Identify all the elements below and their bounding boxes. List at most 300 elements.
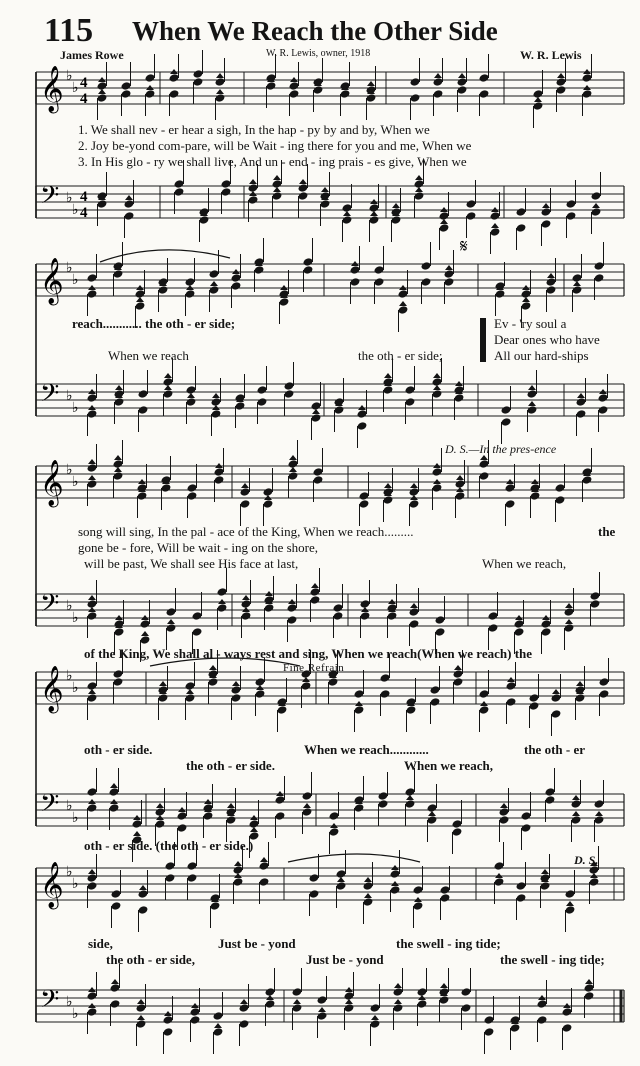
note-head bbox=[213, 1027, 224, 1037]
shape-note-head bbox=[187, 393, 195, 398]
note-head bbox=[380, 689, 391, 699]
shape-note-head bbox=[367, 81, 375, 86]
shape-note-head bbox=[111, 979, 119, 984]
shape-note-head bbox=[410, 483, 418, 488]
note-head bbox=[217, 587, 228, 597]
note-head bbox=[479, 471, 490, 481]
note-head bbox=[289, 81, 300, 91]
shape-note-head bbox=[445, 265, 453, 270]
flat-icon: ♭ bbox=[66, 864, 73, 880]
note-head bbox=[87, 463, 98, 473]
note-head bbox=[516, 223, 527, 233]
note-head bbox=[215, 77, 226, 87]
shape-note-head bbox=[321, 187, 329, 192]
note-head bbox=[494, 861, 505, 871]
note-head bbox=[380, 673, 391, 683]
note-head bbox=[266, 81, 277, 91]
note-head bbox=[135, 301, 146, 311]
note-head bbox=[566, 199, 577, 209]
shape-note-head bbox=[345, 999, 353, 1004]
note-head bbox=[192, 611, 203, 621]
slur bbox=[100, 250, 230, 262]
note-head bbox=[155, 819, 166, 829]
time-signature: 4 bbox=[80, 91, 88, 107]
lower-lyrics: of the King, We shall al - ways rest and sing, When we reach(When we reach) the bbox=[84, 646, 533, 661]
note-head bbox=[378, 791, 389, 801]
flat-icon: ♭ bbox=[66, 68, 73, 84]
shape-note-head bbox=[98, 89, 106, 94]
note-head bbox=[370, 1019, 381, 1029]
note-head bbox=[546, 277, 557, 287]
note-head bbox=[453, 677, 464, 687]
note-head bbox=[158, 285, 169, 295]
note-head bbox=[313, 467, 324, 477]
note-head bbox=[409, 619, 420, 629]
shape-note-head bbox=[500, 803, 508, 808]
shape-note-head bbox=[210, 281, 218, 286]
note-head bbox=[210, 901, 221, 911]
verse-3-line: will be past, We shall see His face at last, bbox=[84, 556, 299, 571]
shape-note-head bbox=[433, 373, 441, 378]
note-head bbox=[417, 999, 428, 1009]
note-head bbox=[240, 487, 251, 497]
shape-note-head bbox=[343, 211, 351, 216]
flat-icon: ♭ bbox=[72, 80, 79, 96]
note-head bbox=[174, 179, 185, 189]
note-head bbox=[452, 819, 463, 829]
note-head bbox=[203, 811, 214, 821]
note-head bbox=[187, 491, 198, 501]
shape-note-head bbox=[364, 877, 372, 882]
verse-1-continuation: Ev - 'ry soul a bbox=[494, 316, 567, 331]
note-head bbox=[233, 877, 244, 887]
note-head bbox=[551, 709, 562, 719]
note-head bbox=[87, 991, 98, 1001]
note-head bbox=[138, 889, 149, 899]
note-head bbox=[354, 803, 365, 813]
note-head bbox=[287, 603, 298, 613]
note-head bbox=[594, 261, 605, 271]
note-head bbox=[263, 499, 274, 509]
note-head bbox=[598, 405, 609, 415]
note-head bbox=[241, 611, 252, 621]
note-head bbox=[309, 873, 320, 883]
shape-note-head bbox=[566, 901, 574, 906]
shape-note-head bbox=[114, 467, 122, 472]
treble-clef-icon: 𝄞 bbox=[40, 460, 64, 506]
flat-icon: ♭ bbox=[66, 190, 73, 206]
refrain-end-1c: the swell - ing tide; bbox=[396, 936, 501, 951]
note-head bbox=[87, 273, 98, 283]
verse-3-lyrics: 3. In His glo - ry we shall live, And un - end - ing prais - es give, When we bbox=[78, 154, 467, 169]
refrain-end-2a: the oth - er side, bbox=[106, 952, 195, 967]
note-head bbox=[264, 603, 275, 613]
note-head bbox=[490, 211, 501, 221]
note-head bbox=[277, 705, 288, 715]
refrain-lower-lyrics: oth - er side. (the oth - er side.) bbox=[84, 838, 254, 853]
note-head bbox=[239, 1003, 250, 1013]
note-head bbox=[374, 265, 385, 275]
shape-note-head bbox=[249, 179, 257, 184]
note-head bbox=[584, 991, 595, 1001]
note-head bbox=[255, 689, 266, 699]
shape-note-head bbox=[88, 459, 96, 464]
note-head bbox=[599, 689, 610, 699]
shape-note-head bbox=[528, 401, 536, 406]
note-head bbox=[387, 611, 398, 621]
note-head bbox=[231, 273, 242, 283]
note-head bbox=[555, 495, 566, 505]
bass-lyrics-b: the oth - er side; bbox=[358, 348, 443, 363]
shape-note-head bbox=[406, 795, 414, 800]
shape-note-head bbox=[433, 385, 441, 390]
note-head bbox=[405, 385, 416, 395]
note-head bbox=[591, 207, 602, 217]
note-head bbox=[576, 397, 587, 407]
note-head bbox=[545, 787, 556, 797]
flat-icon: ♭ bbox=[72, 610, 79, 626]
note-head bbox=[350, 265, 361, 275]
note-head bbox=[354, 705, 365, 715]
note-head bbox=[87, 479, 98, 489]
note-head bbox=[303, 257, 314, 267]
shape-note-head bbox=[552, 689, 560, 694]
flat-icon: ♭ bbox=[72, 876, 79, 892]
note-head bbox=[317, 995, 328, 1005]
note-head bbox=[209, 269, 220, 279]
note-head bbox=[556, 85, 567, 95]
note-head bbox=[199, 215, 210, 225]
note-head bbox=[359, 491, 370, 501]
treble-clef-icon: 𝄞 bbox=[40, 66, 64, 112]
note-head bbox=[506, 681, 517, 691]
note-head bbox=[357, 409, 368, 419]
note-head bbox=[435, 627, 446, 637]
note-head bbox=[275, 795, 286, 805]
note-head bbox=[505, 499, 516, 509]
note-head bbox=[257, 397, 268, 407]
note-head bbox=[571, 799, 582, 809]
note-head bbox=[213, 1011, 224, 1021]
bass-clef-icon: 𝄢 bbox=[40, 181, 60, 216]
note-head bbox=[279, 297, 290, 307]
note-head bbox=[340, 89, 351, 99]
note-head bbox=[562, 1007, 573, 1017]
shape-note-head bbox=[528, 385, 536, 390]
hymn-title: When We Reach the Other Side bbox=[132, 16, 498, 46]
note-head bbox=[97, 93, 108, 103]
shape-note-head bbox=[241, 483, 249, 488]
note-head bbox=[537, 999, 548, 1009]
shape-note-head bbox=[534, 97, 542, 102]
note-head bbox=[594, 815, 605, 825]
note-head bbox=[516, 207, 527, 217]
note-head bbox=[405, 799, 416, 809]
note-head bbox=[440, 893, 451, 903]
note-head bbox=[383, 495, 394, 505]
note-head bbox=[413, 901, 424, 911]
note-head bbox=[109, 803, 120, 813]
note-head bbox=[310, 587, 321, 597]
bracket-mark bbox=[480, 318, 486, 362]
flat-icon: ♭ bbox=[72, 474, 79, 490]
refrain-line-2b: When we reach, bbox=[404, 758, 493, 773]
note-head bbox=[454, 393, 465, 403]
note-head bbox=[317, 1011, 328, 1021]
shape-note-head bbox=[240, 999, 248, 1004]
note-head bbox=[421, 277, 432, 287]
shape-note-head bbox=[577, 393, 585, 398]
note-head bbox=[455, 491, 466, 501]
note-head bbox=[461, 1003, 472, 1013]
note-head bbox=[594, 799, 605, 809]
shape-note-head bbox=[542, 203, 550, 208]
note-head bbox=[214, 467, 225, 477]
note-head bbox=[360, 611, 371, 621]
note-head bbox=[413, 885, 424, 895]
note-head bbox=[169, 73, 180, 83]
note-head bbox=[363, 897, 374, 907]
verse-3-line-end: When we reach, bbox=[482, 556, 567, 571]
note-head bbox=[309, 889, 320, 899]
shape-note-head bbox=[576, 681, 584, 686]
note-head bbox=[158, 693, 169, 703]
note-head bbox=[211, 409, 222, 419]
copyright: W. R. Lewis, owner, 1918 bbox=[266, 48, 371, 59]
note-head bbox=[499, 807, 510, 817]
shape-note-head bbox=[212, 393, 220, 398]
refrain-end-2b: Just be - yond bbox=[306, 952, 384, 967]
note-head bbox=[187, 483, 198, 493]
shape-note-head bbox=[260, 857, 268, 862]
shape-note-head bbox=[115, 385, 123, 390]
note-head bbox=[556, 77, 567, 87]
shape-note-head bbox=[370, 211, 378, 216]
note-head bbox=[564, 607, 575, 617]
note-head bbox=[87, 393, 98, 403]
note-head bbox=[398, 305, 409, 315]
note-head bbox=[109, 787, 120, 797]
note-head bbox=[190, 1015, 201, 1025]
note-head bbox=[529, 693, 540, 703]
note-head bbox=[410, 77, 421, 87]
note-head bbox=[393, 1003, 404, 1013]
note-head bbox=[594, 273, 605, 283]
note-head bbox=[259, 877, 270, 887]
shape-note-head bbox=[216, 73, 224, 78]
note-head bbox=[192, 627, 203, 637]
shape-note-head bbox=[428, 811, 436, 816]
shape-note-head bbox=[522, 297, 530, 302]
note-head bbox=[87, 803, 98, 813]
note-head bbox=[366, 93, 377, 103]
note-head bbox=[405, 397, 416, 407]
verse-2-line: gone be - fore, Will be wait - ing on the shore, bbox=[78, 540, 319, 555]
note-head bbox=[292, 987, 303, 997]
note-head bbox=[409, 499, 420, 509]
note-head bbox=[311, 413, 322, 423]
shape-note-head bbox=[456, 475, 464, 480]
shape-note-head bbox=[227, 803, 235, 808]
note-head bbox=[501, 417, 512, 427]
shape-note-head bbox=[311, 583, 319, 588]
note-head bbox=[457, 77, 468, 87]
note-head bbox=[541, 619, 552, 629]
note-head bbox=[231, 693, 242, 703]
flat-icon: ♭ bbox=[66, 798, 73, 814]
note-head bbox=[378, 799, 389, 809]
note-head bbox=[430, 685, 441, 695]
note-head bbox=[87, 787, 98, 797]
shape-note-head bbox=[415, 175, 423, 180]
note-head bbox=[289, 89, 300, 99]
bass-clef-icon: 𝄢 bbox=[40, 789, 60, 824]
note-head bbox=[329, 811, 340, 821]
shape-note-head bbox=[573, 281, 581, 286]
refrain-end-1b: Just be - yond bbox=[218, 936, 296, 951]
note-head bbox=[136, 1003, 147, 1013]
shape-note-head bbox=[394, 983, 402, 988]
note-head bbox=[452, 827, 463, 837]
note-head bbox=[565, 889, 576, 899]
note-head bbox=[111, 901, 122, 911]
note-head bbox=[495, 289, 506, 299]
treble-clef-icon: 𝄞 bbox=[40, 862, 64, 908]
note-head bbox=[484, 1027, 495, 1037]
note-head bbox=[163, 389, 174, 399]
note-head bbox=[334, 405, 345, 415]
verse-2-lyrics: 2. Joy be-yond com-pare, will be Wait - ing there for you and me, When we bbox=[78, 138, 472, 153]
treble-clef-icon: 𝄞 bbox=[40, 258, 64, 304]
flat-icon: ♭ bbox=[72, 1006, 79, 1022]
flat-icon: ♭ bbox=[72, 400, 79, 416]
flat-icon: ♭ bbox=[66, 598, 73, 614]
note-head bbox=[589, 877, 600, 887]
note-head bbox=[124, 199, 135, 209]
note-head bbox=[113, 677, 124, 687]
note-head bbox=[383, 385, 394, 395]
shape-note-head bbox=[337, 877, 345, 882]
verse-1-line-end: the bbox=[598, 524, 616, 539]
note-head bbox=[333, 603, 344, 613]
note-head bbox=[185, 289, 196, 299]
note-head bbox=[582, 475, 593, 485]
note-head bbox=[240, 499, 251, 509]
time-signature: 4 bbox=[80, 205, 88, 221]
note-head bbox=[114, 397, 125, 407]
shape-note-head bbox=[88, 475, 96, 480]
note-head bbox=[439, 995, 450, 1005]
note-head bbox=[466, 199, 477, 209]
note-head bbox=[582, 89, 593, 99]
note-head bbox=[572, 285, 583, 295]
shape-note-head bbox=[110, 783, 118, 788]
note-head bbox=[433, 77, 444, 87]
note-head bbox=[177, 823, 188, 833]
note-head bbox=[410, 93, 421, 103]
bass-lyrics-a: When we reach bbox=[108, 348, 189, 363]
shape-note-head bbox=[114, 455, 122, 460]
note-head bbox=[393, 987, 404, 997]
note-head bbox=[313, 475, 324, 485]
note-head bbox=[163, 1027, 174, 1037]
ds-label: D. S.—In the pres-ence bbox=[445, 442, 557, 456]
note-head bbox=[138, 405, 149, 415]
fine-refrain-label: Fine Refrain bbox=[283, 662, 345, 674]
note-head bbox=[169, 89, 180, 99]
note-head bbox=[530, 491, 541, 501]
verse-2-continuation: Dear ones who have bbox=[494, 332, 600, 347]
shape-note-head bbox=[88, 869, 96, 874]
note-head bbox=[136, 1019, 147, 1029]
time-signature: 4 bbox=[80, 75, 88, 91]
note-head bbox=[390, 885, 401, 895]
note-head bbox=[564, 623, 575, 633]
shape-note-head bbox=[415, 187, 423, 192]
flat-icon: ♭ bbox=[66, 260, 73, 276]
note-head bbox=[529, 701, 540, 711]
note-head bbox=[479, 705, 490, 715]
shape-note-head bbox=[289, 467, 297, 472]
shape-note-head bbox=[303, 803, 311, 808]
note-head bbox=[265, 999, 276, 1009]
shape-note-head bbox=[273, 187, 281, 192]
note-head bbox=[342, 215, 353, 225]
shape-note-head bbox=[440, 219, 448, 224]
note-head bbox=[521, 823, 532, 833]
note-head bbox=[161, 483, 172, 493]
note-head bbox=[565, 905, 576, 915]
shape-note-head bbox=[209, 665, 217, 670]
refrain-end-1a: side, bbox=[88, 936, 113, 951]
shape-note-head bbox=[141, 631, 149, 636]
note-head bbox=[190, 1007, 201, 1017]
note-head bbox=[187, 873, 198, 883]
note-head bbox=[521, 811, 532, 821]
verse-1-line: song will sing, In the pal - ace of the King, When we reach......... bbox=[78, 524, 414, 539]
note-head bbox=[174, 187, 185, 197]
shape-note-head bbox=[595, 811, 603, 816]
note-head bbox=[510, 1023, 521, 1033]
note-head bbox=[590, 599, 601, 609]
flat-icon: ♭ bbox=[72, 272, 79, 288]
shape-note-head bbox=[440, 983, 448, 988]
note-head bbox=[527, 405, 538, 415]
refrain-soprano-lyrics: reach............ the oth - er side; bbox=[72, 316, 236, 331]
shape-note-head bbox=[125, 195, 133, 200]
note-head bbox=[288, 471, 299, 481]
note-head bbox=[186, 397, 197, 407]
note-head bbox=[275, 811, 286, 821]
note-head bbox=[163, 1015, 174, 1025]
note-head bbox=[235, 401, 246, 411]
note-head bbox=[391, 215, 402, 225]
note-head bbox=[333, 611, 344, 621]
note-head bbox=[257, 385, 268, 395]
note-head bbox=[336, 881, 347, 891]
note-head bbox=[398, 289, 409, 299]
note-head bbox=[113, 269, 124, 279]
note-head bbox=[432, 483, 443, 493]
note-head bbox=[390, 869, 401, 879]
hymn-number: 115 bbox=[44, 12, 94, 49]
lyricist: James Rowe bbox=[60, 48, 124, 62]
note-head bbox=[114, 627, 125, 637]
shape-note-head bbox=[371, 1015, 379, 1020]
note-head bbox=[571, 815, 582, 825]
segno-icon: 𝄋 bbox=[460, 236, 468, 257]
shape-note-head bbox=[572, 795, 580, 800]
